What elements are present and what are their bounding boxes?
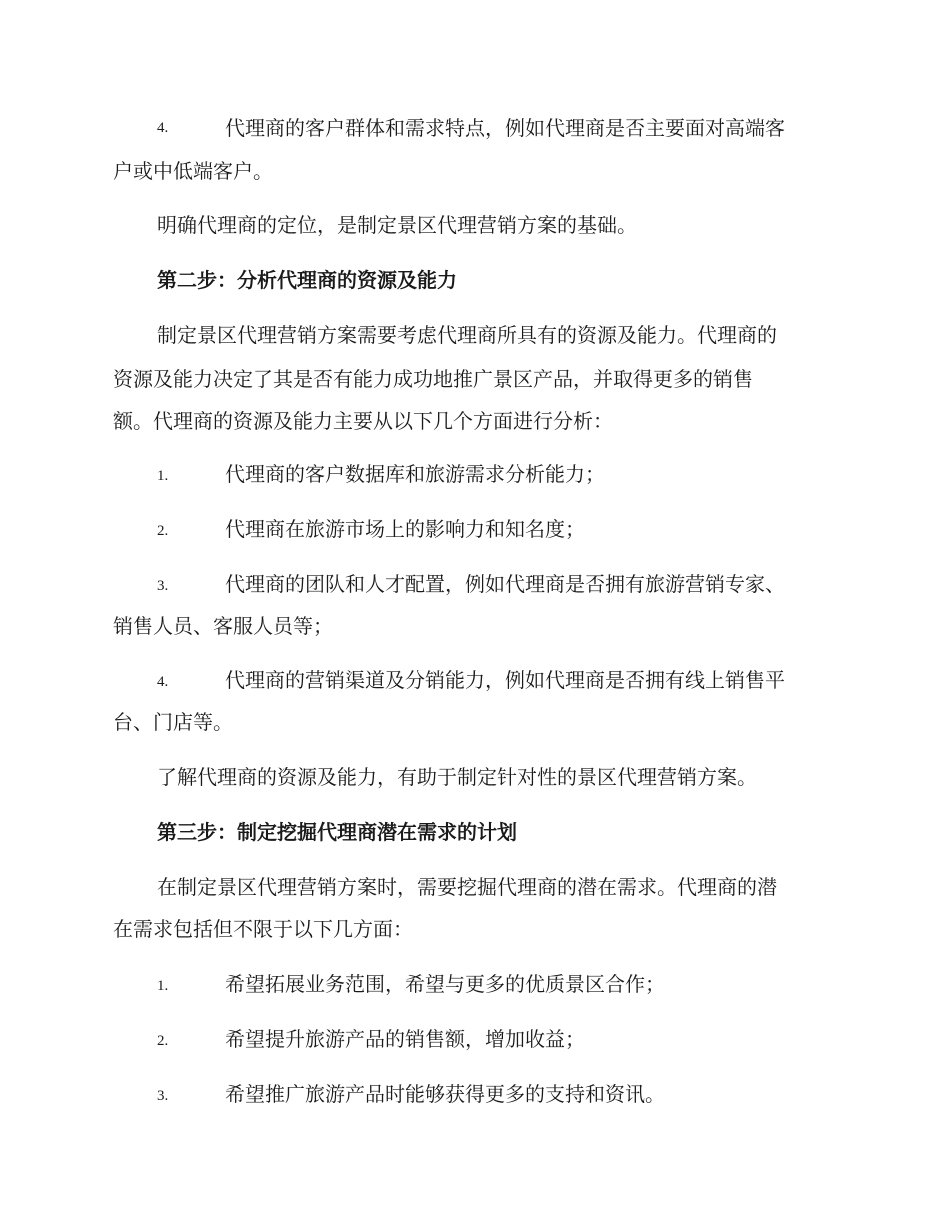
list-item-text: 希望提升旅游产品的销售额，增加收益； [225, 1027, 585, 1051]
list-item-text: 希望拓展业务范围，希望与更多的优质景区合作； [225, 972, 665, 996]
list-number: 3. [157, 1088, 169, 1104]
list-item-text: 代理商的客户群体和需求特点，例如代理商是否主要面对高端客 [225, 116, 785, 140]
list-number: 2. [157, 523, 169, 539]
list-item-text: 希望推广旅游产品时能够获得更多的支持和资讯。 [225, 1082, 665, 1106]
paragraph-line: 制定景区代理营销方案需要考虑代理商所具有的资源及能力。代理商的 [157, 323, 777, 347]
list-item-text-continuation: 销售人员、客服人员等； [113, 614, 333, 638]
list-number: 1. [157, 468, 169, 484]
list-number: 2. [157, 1033, 169, 1049]
list-number: 4. [157, 674, 169, 690]
list-number: 1. [157, 978, 169, 994]
list-item-text: 代理商的客户数据库和旅游需求分析能力； [225, 462, 605, 486]
paragraph-line: 在需求包括但不限于以下几方面： [113, 917, 413, 941]
paragraph-line: 额。代理商的资源及能力主要从以下几个方面进行分析： [113, 409, 613, 433]
list-number: 4. [157, 120, 169, 136]
section-heading: 第二步：分析代理商的资源及能力 [157, 268, 457, 292]
section-heading: 第三步：制定挖掘代理商潜在需求的计划 [157, 820, 517, 844]
list-item-text: 代理商在旅游市场上的影响力和知名度； [225, 517, 585, 541]
list-item-text: 代理商的团队和人才配置，例如代理商是否拥有旅游营销专家、 [225, 572, 785, 596]
list-number: 3. [157, 578, 169, 594]
paragraph-line: 资源及能力决定了其是否有能力成功地推广景区产品，并取得更多的销售 [113, 367, 753, 391]
paragraph: 明确代理商的定位，是制定景区代理营销方案的基础。 [157, 213, 637, 237]
list-item-text-continuation: 台、门店等。 [113, 710, 233, 734]
paragraph-line: 在制定景区代理营销方案时，需要挖掘代理商的潜在需求。代理商的潜 [157, 875, 777, 899]
list-item-text: 代理商的营销渠道及分销能力，例如代理商是否拥有线上销售平 [225, 668, 785, 692]
paragraph: 了解代理商的资源及能力，有助于制定针对性的景区代理营销方案。 [157, 765, 757, 789]
list-item-text-continuation: 户或中低端客户。 [113, 159, 273, 183]
